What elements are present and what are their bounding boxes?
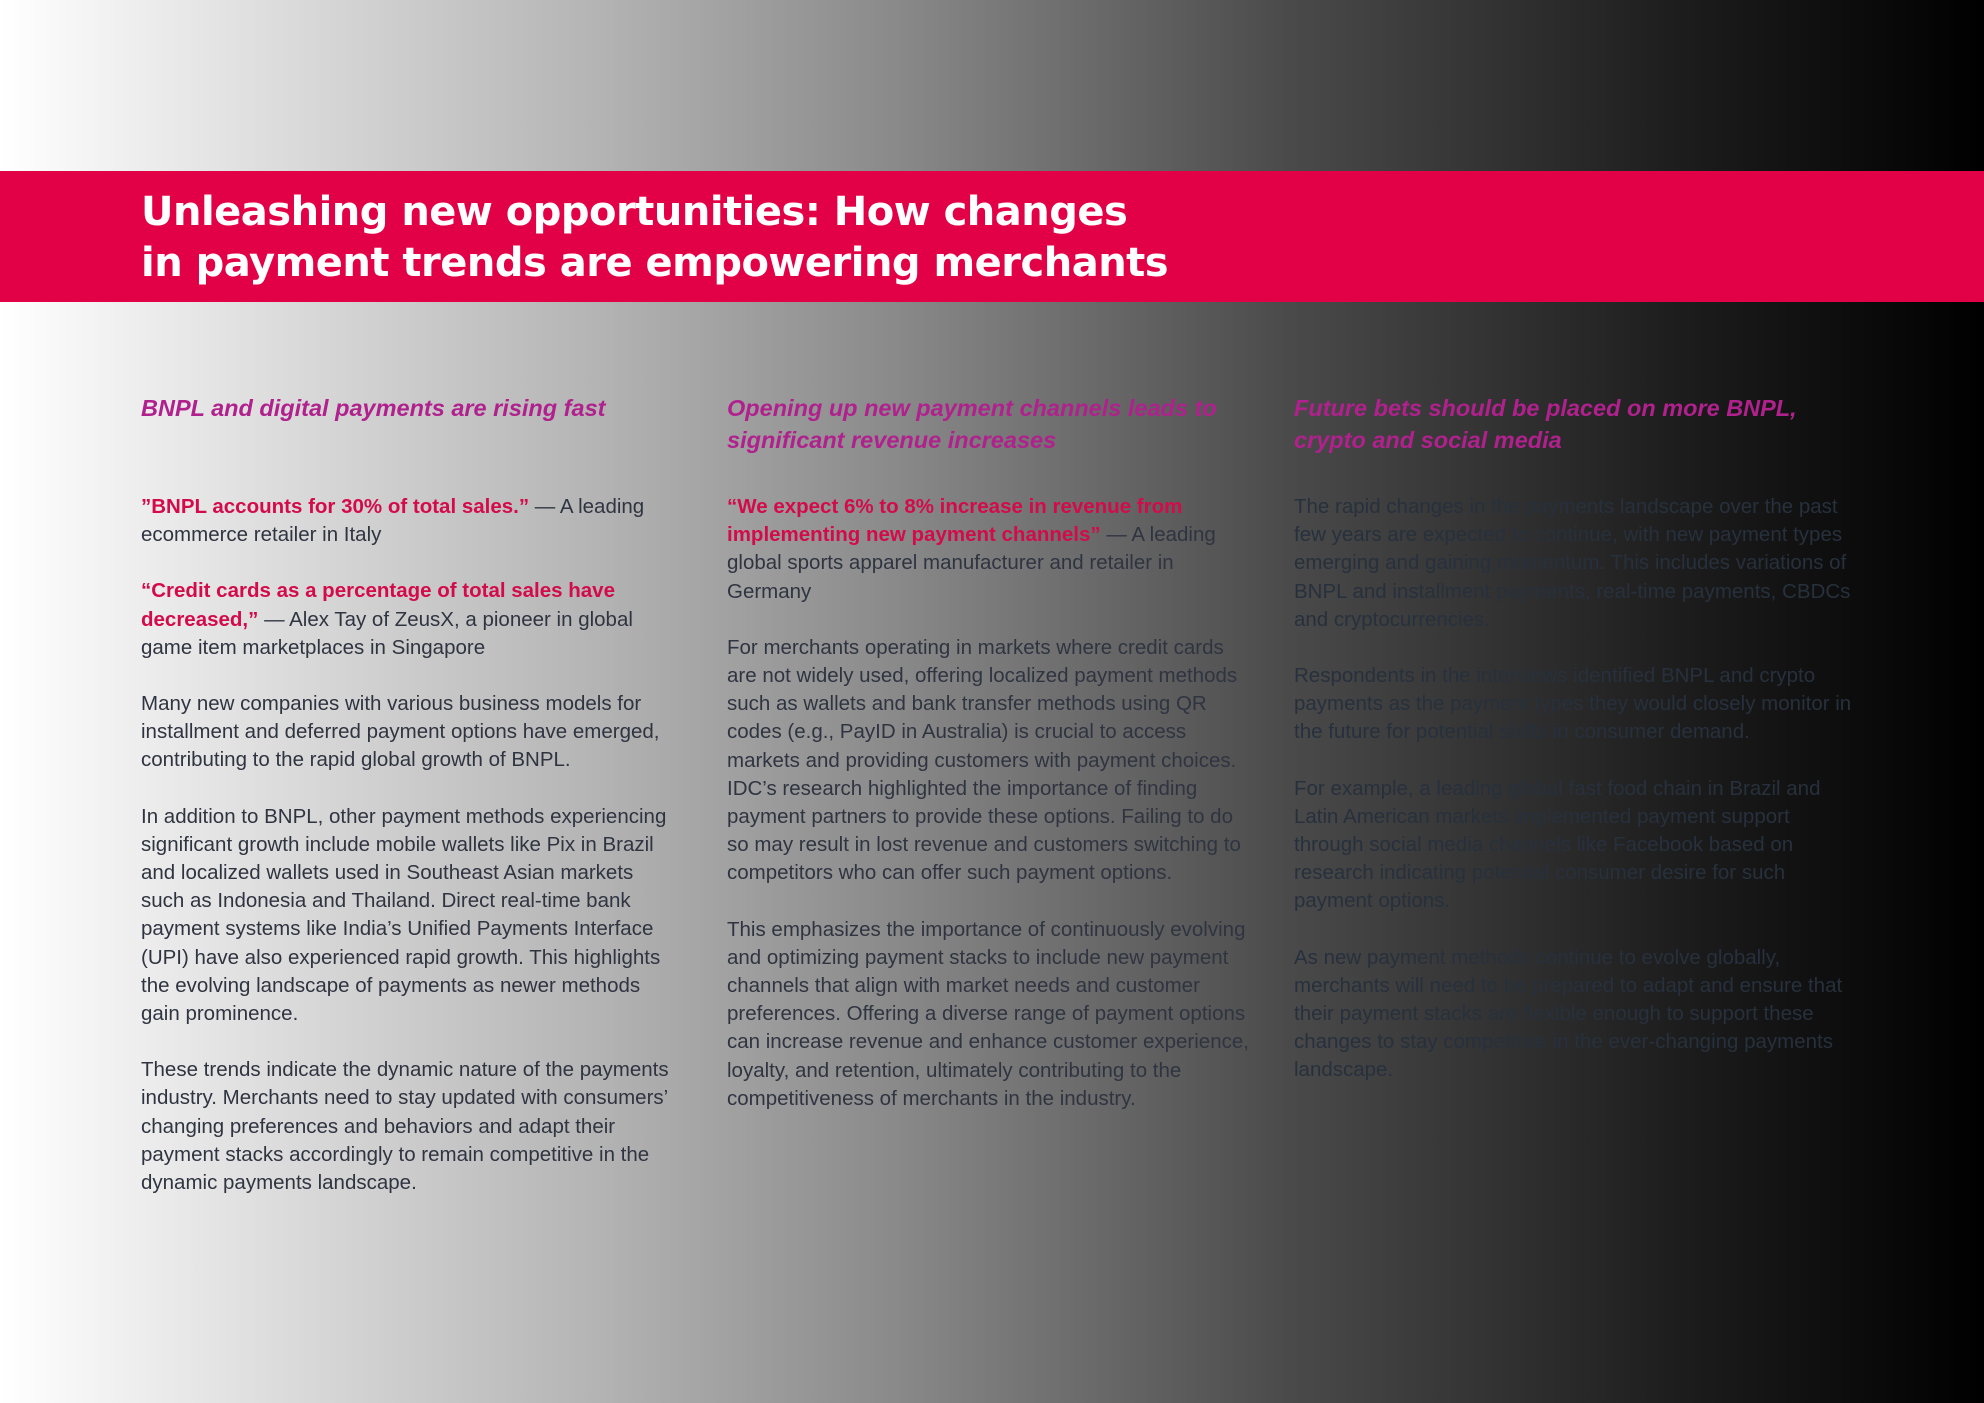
- body-paragraph: The rapid changes in the payments landscape over the past few years are expected to continue, with new payment types emerging and gaining momentum. This includes variations of BNPL and installment payments, real-time payments, CBDCs and cryptocurrencies.: [1294, 495, 1851, 631]
- body-paragraph: In addition to BNPL, other payment methods experiencing significant growth include mobile wallets like Pix in Brazil and localized wallets used in Southeast Asian markets such as Indonesia and Thailand. Direct real-time bank payment systems like India’s Unified Payments Interface (UPI) have also experienced rapid growth. This highlights the evolving landscape of payments as newer methods gain prominence.: [141, 804, 667, 1026]
- body-paragraph: This emphasizes the importance of continuously evolving and optimizing payment stacks to include new payment channels that align with market needs and customer preferences. Offering a diverse range of payment options can increase revenue and enhance customer experience, loyalty, and retention, ultimately contributing to the competitiveness of merchants in the industry.: [727, 917, 1249, 1110]
- quote-block: [141, 493, 671, 549]
- page-title: [141, 187, 1341, 289]
- quote-attribution: — A leading ecommerce retailer in Italy: [141, 495, 645, 547]
- body-paragraph: As new payment methods continue to evolve globally, merchants will need to be prepared to adapt and ensure that their payment stacks are flexible enough to support these changes to stay competitive in the ever-changing payments landscape.: [1294, 945, 1843, 1082]
- quote-block: [727, 493, 1257, 606]
- body-paragraph: For merchants operating in markets where credit cards are not widely used, offering localized payment methods such as wallets and bank transfer methods using QR codes (e.g., PayID in Australia) is crucial to access markets and providing customers with payment choices. IDC’s research highlighted the importance of finding payment partners to provide these options. Failing to do so may result in lost revenue and customers switching to competitors who can offer such payment options.: [727, 635, 1241, 885]
- quote-attribution: — Alex Tay of ZeusX, a pioneer in global game item marketplaces in Singapore: [141, 607, 633, 659]
- column-new-channels: [727, 392, 1257, 1141]
- body-paragraph: These trends indicate the dynamic nature of the payments industry. Merchants need to stay updated with consumers’ changing preferences and behaviors and adapt their payment stacks accordingly to remain competitive in the dynamic payments landscape.: [141, 1058, 669, 1195]
- page-title-line-2: in payment trends are empowering merchants: [141, 240, 1169, 286]
- column-heading: BNPL and digital payments are rising fast: [141, 395, 606, 421]
- quote-text: “Credit cards as a percentage of total sales have decreased,”: [141, 579, 615, 631]
- body-paragraph: Many new companies with various business models for installment and deferred payment options have emerged, contributing to the rapid global growth of BNPL.: [141, 692, 660, 772]
- body-paragraph: Respondents in the interviews identified BNPL and crypto payments as the payment types they would closely monitor in the future for potential shifts in consumer demand.: [1294, 664, 1852, 744]
- quote-text: “We expect 6% to 8% increase in revenue from implementing new payment channels”: [727, 495, 1183, 547]
- column-heading: Future bets should be placed on more BNPL, crypto and social media: [1294, 395, 1797, 453]
- body-paragraph: For example, a leading global fast food chain in Brazil and Latin American markets implemented payment support through social media channels like Facebook based on research indicating potential consumer desire for such payment options.: [1294, 776, 1821, 913]
- page-title-line-1: Unleashing new opportunities: How changes: [141, 189, 1128, 235]
- column-heading: Opening up new payment channels leads to significant revenue increases: [727, 395, 1217, 453]
- quote-block: [141, 577, 671, 662]
- column-bnpl: [141, 392, 671, 1225]
- column-future-bets: [1294, 392, 1854, 1113]
- quote-attribution: — A leading global sports apparel manufacturer and retailer in Germany: [727, 523, 1216, 603]
- title-banner: [0, 171, 1984, 302]
- quote-text: ”BNPL accounts for 30% of total sales.”: [141, 495, 530, 518]
